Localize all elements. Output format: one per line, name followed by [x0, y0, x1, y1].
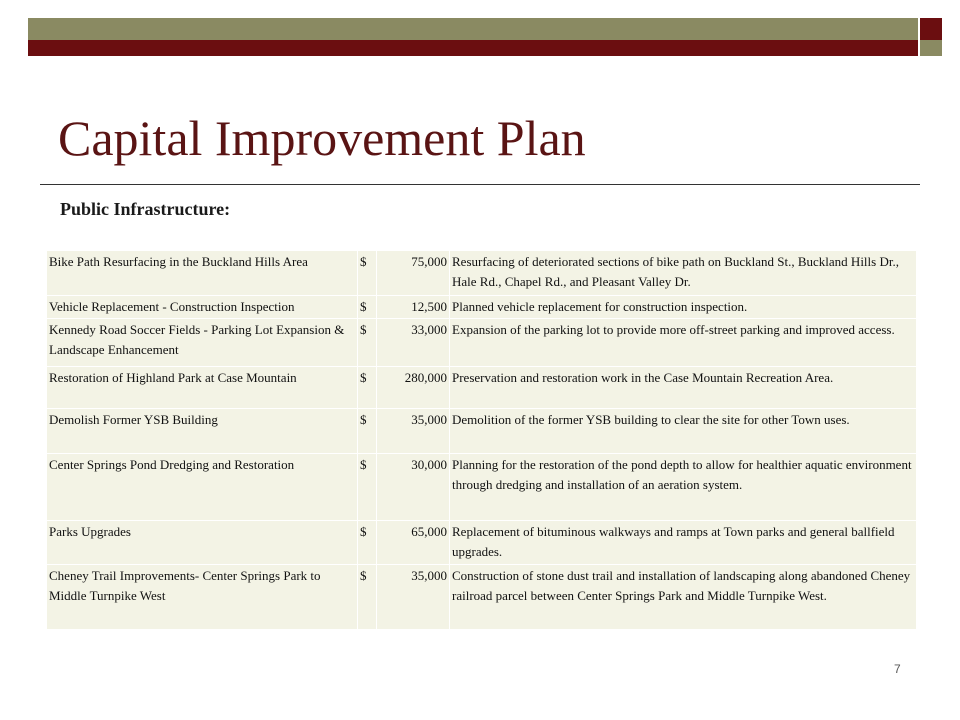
currency-cell: $	[358, 367, 377, 409]
currency-cell: $	[358, 319, 377, 367]
table-row	[47, 409, 917, 454]
description-cell: Replacement of bituminous walkways and ramps at Town parks and general ballfield upgrades.	[450, 521, 917, 565]
page-number: 7	[894, 662, 901, 676]
table-row	[47, 251, 917, 296]
table-row	[47, 296, 917, 319]
header-bar-olive	[28, 18, 918, 40]
description-cell: Planning for the restoration of the pond depth to allow for healthier aquatic environment through dredging and installation of an aeration system.	[450, 454, 917, 521]
corner-divider	[918, 18, 920, 56]
table-row	[47, 521, 917, 565]
corner-square-olive	[920, 40, 942, 56]
projects-table	[46, 250, 917, 630]
currency-cell: $	[358, 296, 377, 319]
table-row	[47, 319, 917, 367]
currency-cell: $	[358, 454, 377, 521]
amount-cell: 35,000	[377, 565, 450, 630]
amount-cell: 35,000	[377, 409, 450, 454]
description-cell: Preservation and restoration work in the Case Mountain Recreation Area.	[450, 367, 917, 409]
title-underline	[40, 184, 920, 185]
table-row	[47, 565, 917, 630]
currency-cell: $	[358, 251, 377, 296]
table-row	[47, 454, 917, 521]
description-cell: Planned vehicle replacement for construction inspection.	[450, 296, 917, 319]
project-name-cell: Demolish Former YSB Building	[47, 409, 358, 454]
currency-cell: $	[358, 409, 377, 454]
project-name-cell: Center Springs Pond Dredging and Restoration	[47, 454, 358, 521]
amount-cell: 65,000	[377, 521, 450, 565]
project-name-cell: Cheney Trail Improvements- Center Springs Park to Middle Turnpike West	[47, 565, 358, 630]
project-name-cell: Kennedy Road Soccer Fields - Parking Lot Expansion & Landscape Enhancement	[47, 319, 358, 367]
amount-cell: 30,000	[377, 454, 450, 521]
table-row	[47, 367, 917, 409]
description-cell: Resurfacing of deteriorated sections of bike path on Buckland St., Buckland Hills Dr., Hale Rd., Chapel Rd., and Pleasant Valley Dr.	[450, 251, 917, 296]
amount-cell: 280,000	[377, 367, 450, 409]
description-cell: Expansion of the parking lot to provide more off-street parking and improved access.	[450, 319, 917, 367]
project-name-cell: Parks Upgrades	[47, 521, 358, 565]
amount-cell: 75,000	[377, 251, 450, 296]
project-name-cell: Vehicle Replacement - Construction Inspection	[47, 296, 358, 319]
slide-title: Capital Improvement Plan	[58, 110, 586, 166]
currency-cell: $	[358, 521, 377, 565]
projects-table-body	[47, 251, 917, 630]
amount-cell: 33,000	[377, 319, 450, 367]
project-name-cell: Restoration of Highland Park at Case Mountain	[47, 367, 358, 409]
currency-cell: $	[358, 565, 377, 630]
amount-cell: 12,500	[377, 296, 450, 319]
project-name-cell: Bike Path Resurfacing in the Buckland Hills Area	[47, 251, 358, 296]
description-cell: Demolition of the former YSB building to clear the site for other Town uses.	[450, 409, 917, 454]
description-cell: Construction of stone dust trail and installation of landscaping along abandoned Cheney railroad parcel between Center Springs Park and Middle Turnpike West.	[450, 565, 917, 630]
corner-square-maroon	[920, 18, 942, 40]
section-subtitle: Public Infrastructure:	[60, 199, 231, 219]
header-bar-maroon	[28, 40, 918, 56]
